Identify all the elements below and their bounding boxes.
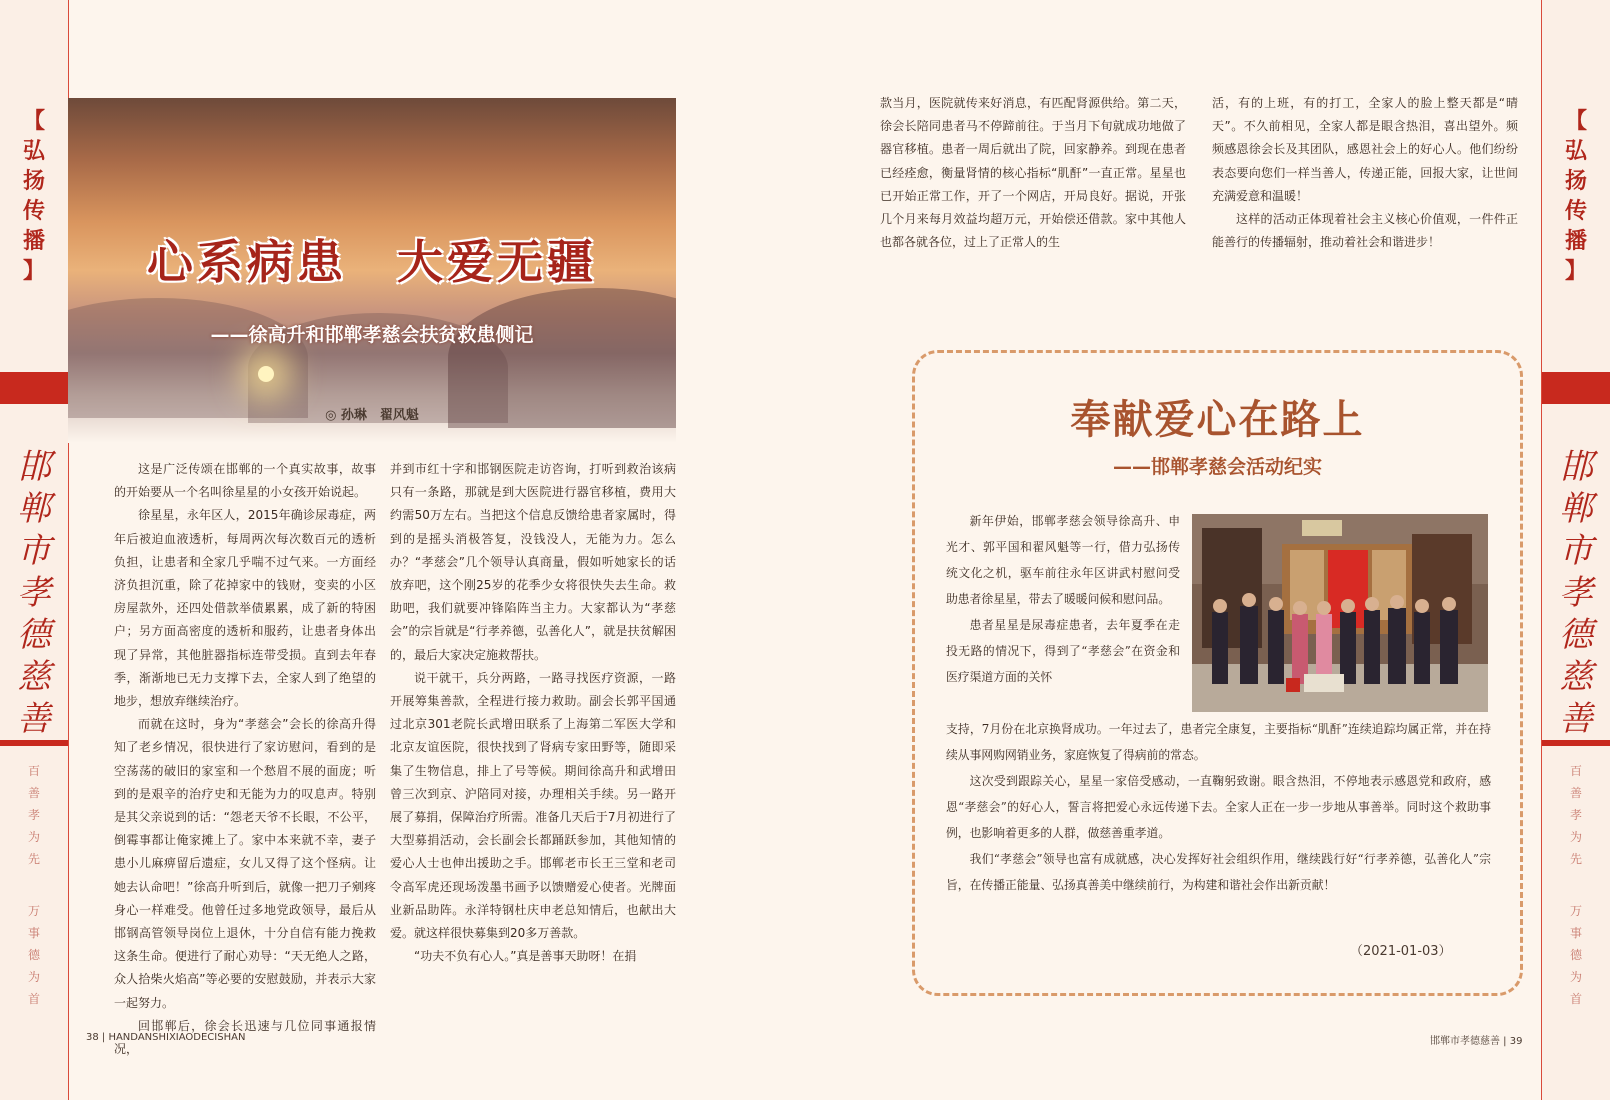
article2-title: 奉献爱心在路上 [1070, 396, 1365, 443]
paragraph: 这次受到跟踪关心，星星一家倍受感动，一直鞠躬致谢。眼含热泪，不停地表示感恩党和政府，感恩“孝慈会”的好心人，誓言将把爱心永远传递下去。全家人正在一步一步地从事善举。同时这个救助事例，也影响着更多的人群，做慈善重孝道。 [946, 774, 1491, 840]
vertical-char: 【 [1564, 108, 1587, 134]
vertical-char: 事 [1569, 926, 1582, 940]
article1-column-3 [880, 92, 1186, 254]
vertical-char: 【 [22, 108, 45, 134]
left-section-title [0, 106, 68, 286]
left-motto-1 [0, 760, 68, 870]
vertical-char: 百 [1569, 764, 1582, 778]
left-calligraphy [0, 446, 68, 740]
vertical-char: 慈 [17, 657, 51, 697]
vertical-char: 为 [27, 970, 40, 984]
vertical-char: 】 [1564, 258, 1587, 284]
article2-subtitle: ——邯郸孝慈会活动纪实 [1112, 456, 1322, 478]
vertical-char: 弘 [1564, 138, 1587, 164]
article1-column-4 [1212, 92, 1518, 254]
article1-column-2 [390, 458, 676, 968]
paragraph: 说干就干，兵分两路，一路寻找医疗资源，一路开展筹集善款，全程进行接力救助。副会长郭平国通过北京301老院长武增田联系了上海第二军医大学和北京友谊医院，很快找到了肾病专家田野等，随即采集了生物信息，排上了号等候。期间徐高升和武增田曾三次到京、沪陪同对接，办理相关手续。另一路开展了募捐，保障治疗所需。准备几天后于7月初进行了大型募捐活动，会长副会长都踊跃参加，其他知情的爱心人士也伸出援助之手。邯郸老市长王三堂和老司令高军虎还现场泼墨书画予以馈赠爱心使者。光牌面业新品助阵。永洋特钢杜庆申老总知情后，也献出大爱。就这样很快募集到20多万善款。 [390, 670, 676, 941]
paragraph: 这是广泛传颂在邯郸的一个真实故事，故事的开始要从一个名叫徐星星的小女孩开始说起。 [114, 462, 376, 500]
vertical-char: 播 [1564, 228, 1587, 254]
article-title: 心系病患 大爱无疆 [147, 235, 597, 289]
vertical-char: 传 [1564, 198, 1587, 224]
footer-right: 邯郸市孝德慈善 | 39 [1430, 1036, 1523, 1047]
vertical-char: 德 [1569, 948, 1582, 962]
article1-column-1 [114, 458, 376, 1061]
paragraph: 并到市红十字和邯钢医院走访咨询，打听到救治该病只有一条路，那就是到大医院进行器官移植，费用大约需50万左右。当把这个信息反馈给患者家属时，得到的是摇头消极答复，没钱没人，无能为力。怎么办？“孝慈会”几个领导认真商量，假如听她家长的话放弃吧，这个刚25岁的花季少女将很快失去生命。救助吧，我们就要冲锋陷阵当主力。大家都认为“孝慈会”的宗旨就是“行孝养德，弘善化人”，就是扶贫解困的，最后大家决定施救帮扶。 [390, 462, 676, 662]
vertical-char: 孝 [27, 808, 40, 822]
vertical-char: 德 [17, 615, 51, 655]
right-calligraphy [1542, 446, 1610, 740]
vertical-char: 孝 [1569, 808, 1582, 822]
vertical-char: 善 [27, 786, 40, 800]
article2-wrap-text [946, 508, 1180, 690]
vertical-char: 弘 [22, 138, 45, 164]
right-red-band [1542, 372, 1610, 404]
vertical-char: 邯 [1559, 447, 1593, 487]
vertical-char: 万 [1569, 904, 1582, 918]
group-photo [1192, 514, 1488, 712]
vertical-char: 播 [22, 228, 45, 254]
left-red-band-lower [0, 740, 68, 746]
right-motto-2 [1542, 900, 1610, 1010]
paragraph: 徐星星，永年区人，2015年确诊尿毒症，两年后被迫血液透析，每周两次每次数百元的透析负担，让患者和全家几乎喘不过气来。一方面经济负担沉重，除了花掉家中的钱财，变卖的小区房屋款外，还四处借款举债累累，成了新的特困户；另方面高密度的透析和服药，让患者身体出现了异常，其他脏器指标连带受损。直到去年春季，渐渐地已无力支撑下去，全家人到了绝望的地步，想放弃继续治疗。 [114, 508, 376, 709]
paragraph: 而就在这时，身为“孝慈会”会长的徐高升得知了老乡情况，很快进行了家访慰问，看到的是空荡荡的破旧的家室和一个愁眉不展的面庞；听到的是艰辛的治疗史和无能为力的叹息声。特别是其父亲说到的话：“怨老天爷不长眼，不公平，倒霉事都让俺家摊上了。家中本来就不幸，妻子患小儿麻痹留后遗症，女儿又得了这个怪病。让她去认命吧！”徐高升听到后，就像一把刀子剜疼身心一样难受。他曾任过多地党政领导，最后从邯钢高管领导岗位上退休，十分自信有能力挽救这条生命。便进行了耐心劝导：“天无绝人之路，众人拾柴火焰高”等必要的安慰鼓励，并表示大家一起努力。 [114, 717, 376, 1010]
vertical-char: 善 [17, 699, 51, 739]
vertical-char: 扬 [1564, 168, 1587, 194]
vertical-char: 郸 [1559, 489, 1593, 529]
paragraph: 新年伊始，邯郸孝慈会领导徐高升、申光才、郭平国和翟风魁等一行，借力弘扬传统文化之机，驱车前往永年区讲武村慰问受助患者徐星星，带去了暖暖问候和慰问品。 [946, 514, 1180, 606]
footer-left: 38 | HANDANSHIXIAODECISHAN [86, 1032, 246, 1043]
vertical-char: 传 [22, 198, 45, 224]
vertical-char: 扬 [22, 168, 45, 194]
paragraph: 我们“孝慈会”领导也富有成就感，决心发挥好社会组织作用，继续践行好“行孝养德，弘善化人”宗旨，在传播正能量、弘扬真善美中继续前行，为构建和谐社会作出新贡献！ [946, 852, 1491, 892]
vertical-char: 市 [1559, 531, 1593, 571]
vertical-char: 善 [1569, 786, 1582, 800]
vertical-char: 为 [27, 830, 40, 844]
vertical-char: 孝 [1559, 573, 1593, 613]
article2-full-text [946, 716, 1491, 898]
left-motto-2 [0, 900, 68, 1010]
vertical-char: 市 [17, 531, 51, 571]
paragraph: 患者星星是尿毒症患者，去年夏季在走投无路的情况下，得到了“孝慈会”在资金和医疗渠道方面的关怀 [946, 618, 1180, 684]
vertical-char: 先 [27, 852, 40, 866]
vertical-char: 先 [1569, 852, 1582, 866]
left-red-band [0, 372, 68, 404]
paragraph: “功夫不负有心人。”真是善事天助呀！在捐 [414, 949, 637, 964]
vertical-char: 为 [1569, 830, 1582, 844]
vertical-char: 为 [1569, 970, 1582, 984]
paragraph: 活，有的上班，有的打工，全家人的脸上整天都是“晴天”。不久前相见，全家人都是眼含热泪，喜出望外。频频感恩徐会长及其团队，感恩社会上的好心人。他们纷纷表态要向您们一样当善人，传递正能，回报大家，让世间充满爱意和温暖！ [1212, 96, 1518, 203]
vertical-char: 事 [27, 926, 40, 940]
vertical-char: 首 [27, 992, 40, 1006]
paragraph: 支持，7月份在北京换肾成功。一年过去了，患者完全康复，主要指标“肌酐”连续追踪均属正常，并在持续从事网购网销业务，家庭恢复了得病前的常态。 [946, 722, 1491, 762]
vertical-char: 百 [27, 764, 40, 778]
vertical-char: 善 [1559, 699, 1593, 739]
paragraph: 款当月，医院就传来好消息，有匹配肾源供给。第二天，徐会长陪同患者马不停蹄前往。于当月下旬就成功地做了器官移植。患者一周后就出了院，回家静养。到现在患者已经痊愈，衡量肾情的核心指标“肌酐”一直正常。星星也已开始正常工作，开了一个网店，开局良好。据说，开张几个月来每月效益均超万元，开始偿还借款。家中其他人也都各就各位，过上了正常人的生 [880, 96, 1186, 250]
vertical-char: 邯 [17, 447, 51, 487]
vertical-char: 德 [27, 948, 40, 962]
vertical-char: 德 [1559, 615, 1593, 655]
article-subtitle: ——徐高升和邯郸孝慈会扶贫救患侧记 [210, 324, 534, 346]
vertical-char: 】 [22, 258, 45, 284]
hero-sun [258, 366, 274, 382]
group-photo-illustration [1192, 514, 1488, 712]
article-author: ◎ 孙琳 翟风魁 [325, 408, 419, 423]
vertical-char: 郸 [17, 489, 51, 529]
vertical-char: 首 [1569, 992, 1582, 1006]
paragraph: 这样的活动正体现着社会主义核心价值观，一件件正能善行的传播辐射，推动着社会和谐进步！ [1212, 212, 1518, 250]
paragraph: 回邯郸后，徐会长迅速与几位同事通报情况， [114, 1018, 376, 1057]
vertical-char: 孝 [17, 573, 51, 613]
article2-date: （2021-01-03） [1350, 944, 1452, 959]
right-red-band-lower [1542, 740, 1610, 746]
hero-sunset-image [68, 98, 676, 443]
vertical-char: 慈 [1559, 657, 1593, 697]
vertical-char: 万 [27, 904, 40, 918]
right-section-title [1542, 106, 1610, 286]
right-motto-1 [1542, 760, 1610, 870]
